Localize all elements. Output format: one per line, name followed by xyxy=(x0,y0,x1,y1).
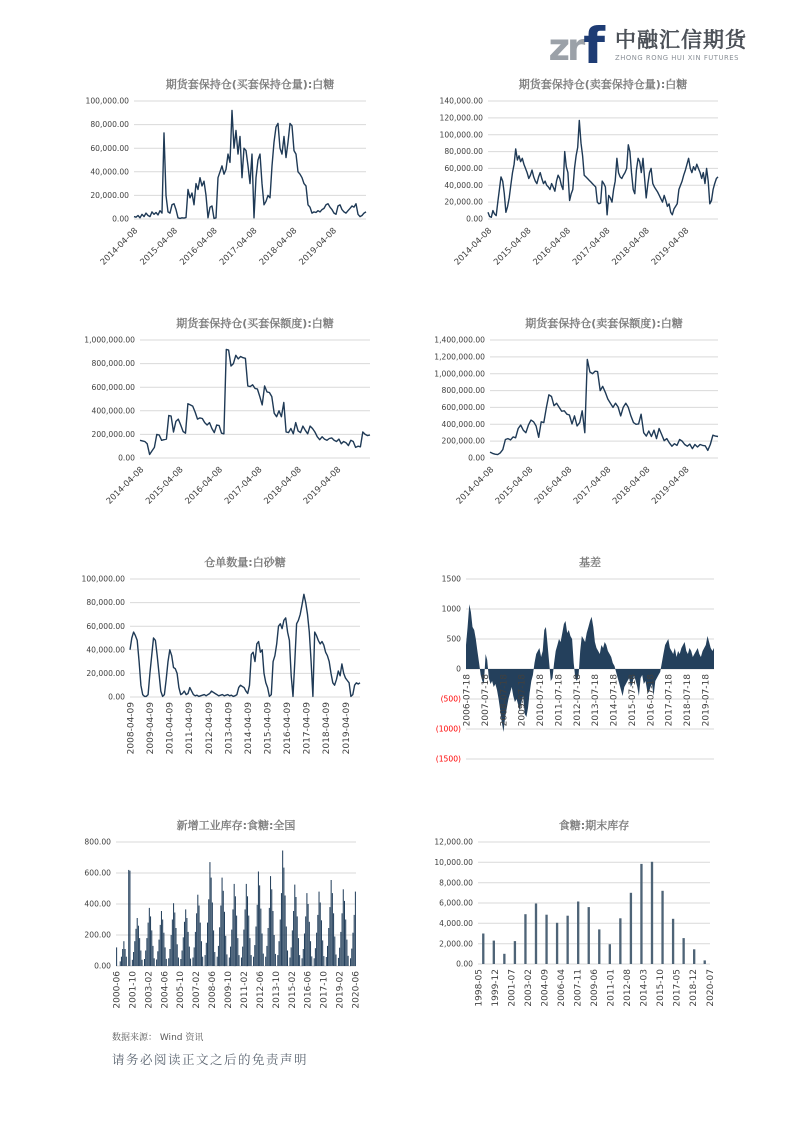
svg-text:(500): (500) xyxy=(440,694,461,704)
svg-text:4,000.00: 4,000.00 xyxy=(439,918,473,928)
chart-plot-ending-inventory xyxy=(424,834,754,1012)
svg-text:2014-07-18: 2014-07-18 xyxy=(609,674,620,727)
svg-text:0: 0 xyxy=(456,664,461,674)
chart-new-industrial-inventory xyxy=(76,817,406,1014)
svg-text:2020-06: 2020-06 xyxy=(351,971,362,1009)
svg-text:2014-04-08: 2014-04-08 xyxy=(97,225,140,267)
svg-text:0.00: 0.00 xyxy=(108,692,125,702)
svg-text:2007-02: 2007-02 xyxy=(192,971,203,1009)
chart-title-sell-hedge-volume: 期货套保持仓(卖套保持仓量):白糖 xyxy=(518,78,688,91)
chart-plot-new-industrial-inventory xyxy=(76,834,406,1014)
svg-text:2019-04-08: 2019-04-08 xyxy=(301,464,343,506)
chart-plot-buy-hedge-volume xyxy=(76,93,406,271)
svg-text:2017-04-08: 2017-04-08 xyxy=(570,225,612,267)
svg-text:2012-06: 2012-06 xyxy=(255,971,266,1009)
svg-text:600,000.00: 600,000.00 xyxy=(441,403,485,412)
svg-text:2010-04-09: 2010-04-09 xyxy=(165,702,176,755)
chart-title-sell-hedge-quota: 期货套保持仓(卖套保额度):白糖 xyxy=(525,317,683,330)
svg-text:2004-06: 2004-06 xyxy=(160,971,171,1009)
svg-text:2008-06: 2008-06 xyxy=(208,971,219,1009)
svg-text:2014-04-09: 2014-04-09 xyxy=(243,702,254,755)
svg-text:2010-07-18: 2010-07-18 xyxy=(536,674,546,727)
chart-sell-hedge-quota xyxy=(424,315,754,510)
svg-text:2009-07-18: 2009-07-18 xyxy=(517,674,528,727)
svg-text:2012-07-18: 2012-07-18 xyxy=(572,674,583,727)
svg-text:0.00: 0.00 xyxy=(456,959,473,969)
svg-text:2019-07-18: 2019-07-18 xyxy=(701,674,712,727)
svg-text:2004-09: 2004-09 xyxy=(540,969,551,1007)
svg-text:500: 500 xyxy=(446,634,461,644)
svg-text:20,000.00: 20,000.00 xyxy=(90,191,129,200)
svg-text:0.00: 0.00 xyxy=(94,961,111,971)
chart-basis xyxy=(424,554,754,773)
svg-text:20,000.00: 20,000.00 xyxy=(86,669,125,678)
svg-text:2003-02: 2003-02 xyxy=(144,971,155,1009)
svg-text:2007-11: 2007-11 xyxy=(573,969,584,1007)
svg-text:200,000.00: 200,000.00 xyxy=(91,430,135,439)
svg-text:2000-06: 2000-06 xyxy=(112,971,123,1009)
svg-text:140,000.00: 140,000.00 xyxy=(439,96,483,106)
svg-text:200,000.00: 200,000.00 xyxy=(441,436,485,446)
header xyxy=(0,0,793,75)
svg-text:100,000.00: 100,000.00 xyxy=(81,574,125,584)
chart-plot-basis xyxy=(424,571,754,773)
svg-text:800,000.00: 800,000.00 xyxy=(441,386,485,396)
svg-text:2017-04-09: 2017-04-09 xyxy=(302,702,313,755)
svg-text:2018-04-08: 2018-04-08 xyxy=(610,464,652,506)
svg-text:2016-04-08: 2016-04-08 xyxy=(182,464,225,506)
svg-text:2001-07: 2001-07 xyxy=(507,969,518,1007)
svg-text:2008-04-09: 2008-04-09 xyxy=(126,702,137,755)
logo-letter-f: f xyxy=(583,17,605,75)
svg-text:0.00: 0.00 xyxy=(468,453,485,463)
svg-text:2015-04-08: 2015-04-08 xyxy=(137,225,180,267)
svg-text:2,000.00: 2,000.00 xyxy=(439,939,473,949)
svg-text:60,000.00: 60,000.00 xyxy=(90,143,129,153)
svg-text:2018-04-08: 2018-04-08 xyxy=(609,225,652,267)
svg-text:2018-07-18: 2018-07-18 xyxy=(683,674,693,727)
svg-text:2017-05: 2017-05 xyxy=(672,969,683,1007)
svg-text:2001-10: 2001-10 xyxy=(128,971,139,1009)
svg-text:2019-04-08: 2019-04-08 xyxy=(649,464,691,506)
svg-text:2019-04-09: 2019-04-09 xyxy=(341,702,352,755)
svg-text:2016-04-09: 2016-04-09 xyxy=(283,702,294,755)
svg-text:2017-04-08: 2017-04-08 xyxy=(571,464,613,506)
svg-text:2020-07: 2020-07 xyxy=(705,969,716,1007)
svg-text:2014-04-08: 2014-04-08 xyxy=(451,225,494,267)
svg-text:2015-04-09: 2015-04-09 xyxy=(263,702,274,755)
svg-text:40,000.00: 40,000.00 xyxy=(444,180,483,190)
svg-text:(1000): (1000) xyxy=(435,724,461,734)
chart-title-new-industrial-inventory: 新增工业库存:食糖:全国 xyxy=(176,819,296,832)
svg-text:100,000.00: 100,000.00 xyxy=(439,130,483,140)
svg-text:2014-04-08: 2014-04-08 xyxy=(103,464,146,506)
logo-letters-zr: zr xyxy=(548,26,583,70)
chart-plot-buy-hedge-quota xyxy=(76,332,406,510)
svg-text:2017-07-18: 2017-07-18 xyxy=(664,674,675,727)
svg-text:2013-10: 2013-10 xyxy=(271,971,282,1009)
svg-text:600.00: 600.00 xyxy=(84,868,111,878)
svg-text:2018-04-08: 2018-04-08 xyxy=(257,225,299,267)
svg-text:10,000.00: 10,000.00 xyxy=(434,857,473,867)
svg-text:40,000.00: 40,000.00 xyxy=(86,645,125,655)
svg-text:2013-04-09: 2013-04-09 xyxy=(224,702,235,755)
svg-text:2009-06: 2009-06 xyxy=(590,969,601,1007)
svg-text:2011-01: 2011-01 xyxy=(606,969,617,1007)
svg-text:80,000.00: 80,000.00 xyxy=(86,598,125,608)
svg-text:2019-04-08: 2019-04-08 xyxy=(649,225,691,267)
svg-text:1500: 1500 xyxy=(441,574,461,584)
svg-text:0.00: 0.00 xyxy=(118,453,135,463)
svg-text:2013-07-18: 2013-07-18 xyxy=(591,674,602,727)
chart-title-warehouse-receipts: 仓单数量:白砂糖 xyxy=(204,556,286,569)
svg-text:2018-04-09: 2018-04-09 xyxy=(322,702,333,755)
svg-text:1,400,000.00: 1,400,000.00 xyxy=(434,335,485,345)
svg-text:2016-04-08: 2016-04-08 xyxy=(177,225,219,267)
svg-text:2019-04-08: 2019-04-08 xyxy=(296,225,339,267)
svg-text:100,000.00: 100,000.00 xyxy=(85,96,129,106)
svg-text:800.00: 800.00 xyxy=(84,837,111,847)
svg-text:2015-04-08: 2015-04-08 xyxy=(143,464,185,506)
svg-text:2015-04-08: 2015-04-08 xyxy=(491,225,533,267)
data-source-text: 数据来源： Wind 资讯 xyxy=(112,1033,204,1043)
svg-text:40,000.00: 40,000.00 xyxy=(90,167,129,177)
svg-text:2016-04-08: 2016-04-08 xyxy=(530,225,573,267)
company-name-cn: 中融汇信期货 xyxy=(615,28,747,52)
svg-text:600,000.00: 600,000.00 xyxy=(91,382,135,392)
svg-text:1998-05: 1998-05 xyxy=(474,969,485,1007)
svg-text:2019-02: 2019-02 xyxy=(335,971,346,1009)
svg-text:400,000.00: 400,000.00 xyxy=(91,406,135,416)
svg-text:2012-08: 2012-08 xyxy=(623,969,634,1007)
chart-buy-hedge-quota xyxy=(76,315,406,510)
chart-warehouse-receipts xyxy=(76,554,406,773)
charts-grid xyxy=(0,62,793,1014)
svg-text:2014-04-08: 2014-04-08 xyxy=(453,464,496,506)
svg-text:1000: 1000 xyxy=(441,604,461,614)
chart-plot-sell-hedge-volume xyxy=(424,93,754,271)
svg-text:12,000.00: 12,000.00 xyxy=(434,837,473,847)
svg-text:400.00: 400.00 xyxy=(84,899,111,909)
svg-text:2011-04-09: 2011-04-09 xyxy=(185,702,196,755)
company-name-en: ZHONG RONG HUI XIN FUTURES xyxy=(615,54,740,62)
chart-buy-hedge-volume xyxy=(76,76,406,271)
company-logo xyxy=(548,16,747,75)
footer xyxy=(0,1014,793,1068)
svg-text:1999-12: 1999-12 xyxy=(491,969,501,1007)
svg-text:60,000.00: 60,000.00 xyxy=(86,621,125,631)
chart-title-basis: 基差 xyxy=(579,556,601,569)
svg-text:2018-04-08: 2018-04-08 xyxy=(261,464,304,506)
svg-text:2017-04-08: 2017-04-08 xyxy=(217,225,259,267)
svg-text:2015-04-08: 2015-04-08 xyxy=(493,464,535,506)
svg-text:2005-10: 2005-10 xyxy=(176,971,187,1009)
svg-text:2016-06: 2016-06 xyxy=(303,971,314,1009)
svg-text:2006-07-18: 2006-07-18 xyxy=(462,674,473,727)
svg-text:80,000.00: 80,000.00 xyxy=(90,120,129,130)
svg-text:2017-04-08: 2017-04-08 xyxy=(222,464,264,506)
svg-text:2015-10: 2015-10 xyxy=(656,969,667,1007)
svg-text:(1500): (1500) xyxy=(435,754,461,764)
svg-text:80,000.00: 80,000.00 xyxy=(444,147,483,157)
svg-text:2011-02: 2011-02 xyxy=(240,971,250,1009)
disclaimer-text: 请务必阅读正文之后的免责声明 xyxy=(112,1052,309,1067)
svg-text:400,000.00: 400,000.00 xyxy=(441,419,485,429)
svg-text:8,000.00: 8,000.00 xyxy=(439,878,473,888)
chart-sell-hedge-volume xyxy=(424,76,754,271)
svg-text:2015-07-18: 2015-07-18 xyxy=(627,674,638,727)
svg-text:2017-10: 2017-10 xyxy=(319,971,330,1009)
svg-text:2009-10: 2009-10 xyxy=(224,971,235,1009)
svg-text:2016-04-08: 2016-04-08 xyxy=(532,464,574,506)
svg-text:6,000.00: 6,000.00 xyxy=(439,898,473,908)
chart-title-buy-hedge-quota: 期货套保持仓(买套保额度):白糖 xyxy=(176,317,334,330)
svg-text:2008-07-18: 2008-07-18 xyxy=(499,674,510,727)
svg-text:2014-03: 2014-03 xyxy=(639,969,650,1007)
svg-text:20,000.00: 20,000.00 xyxy=(444,197,483,207)
svg-text:2009-04-09: 2009-04-09 xyxy=(146,702,157,755)
svg-text:2016-07-18: 2016-07-18 xyxy=(646,674,657,727)
svg-text:2018-12: 2018-12 xyxy=(689,969,700,1007)
svg-text:2003-02: 2003-02 xyxy=(524,969,535,1007)
chart-plot-warehouse-receipts xyxy=(76,571,406,759)
svg-text:120,000.00: 120,000.00 xyxy=(439,113,483,123)
svg-text:2015-02: 2015-02 xyxy=(287,971,298,1009)
svg-text:2011-07-18: 2011-07-18 xyxy=(554,674,565,727)
chart-title-ending-inventory: 食糖:期末库存 xyxy=(558,819,630,832)
svg-text:2006-04: 2006-04 xyxy=(557,969,568,1007)
svg-text:0.00: 0.00 xyxy=(112,214,129,224)
svg-text:2012-04-09: 2012-04-09 xyxy=(204,702,215,755)
svg-text:60,000.00: 60,000.00 xyxy=(444,164,483,173)
svg-text:800,000.00: 800,000.00 xyxy=(91,359,135,369)
svg-text:2007-07-18: 2007-07-18 xyxy=(480,674,491,727)
chart-ending-inventory xyxy=(424,817,754,1014)
chart-plot-sell-hedge-quota xyxy=(424,332,754,510)
svg-text:200.00: 200.00 xyxy=(84,930,111,940)
logo-names xyxy=(615,30,747,62)
svg-text:0.00: 0.00 xyxy=(466,214,483,224)
svg-text:1,200,000.00: 1,200,000.00 xyxy=(434,352,485,362)
svg-text:1,000,000.00: 1,000,000.00 xyxy=(434,369,485,379)
chart-title-buy-hedge-volume: 期货套保持仓(买套保持仓量):白糖 xyxy=(165,78,335,91)
svg-text:1,000,000.00: 1,000,000.00 xyxy=(84,335,135,345)
